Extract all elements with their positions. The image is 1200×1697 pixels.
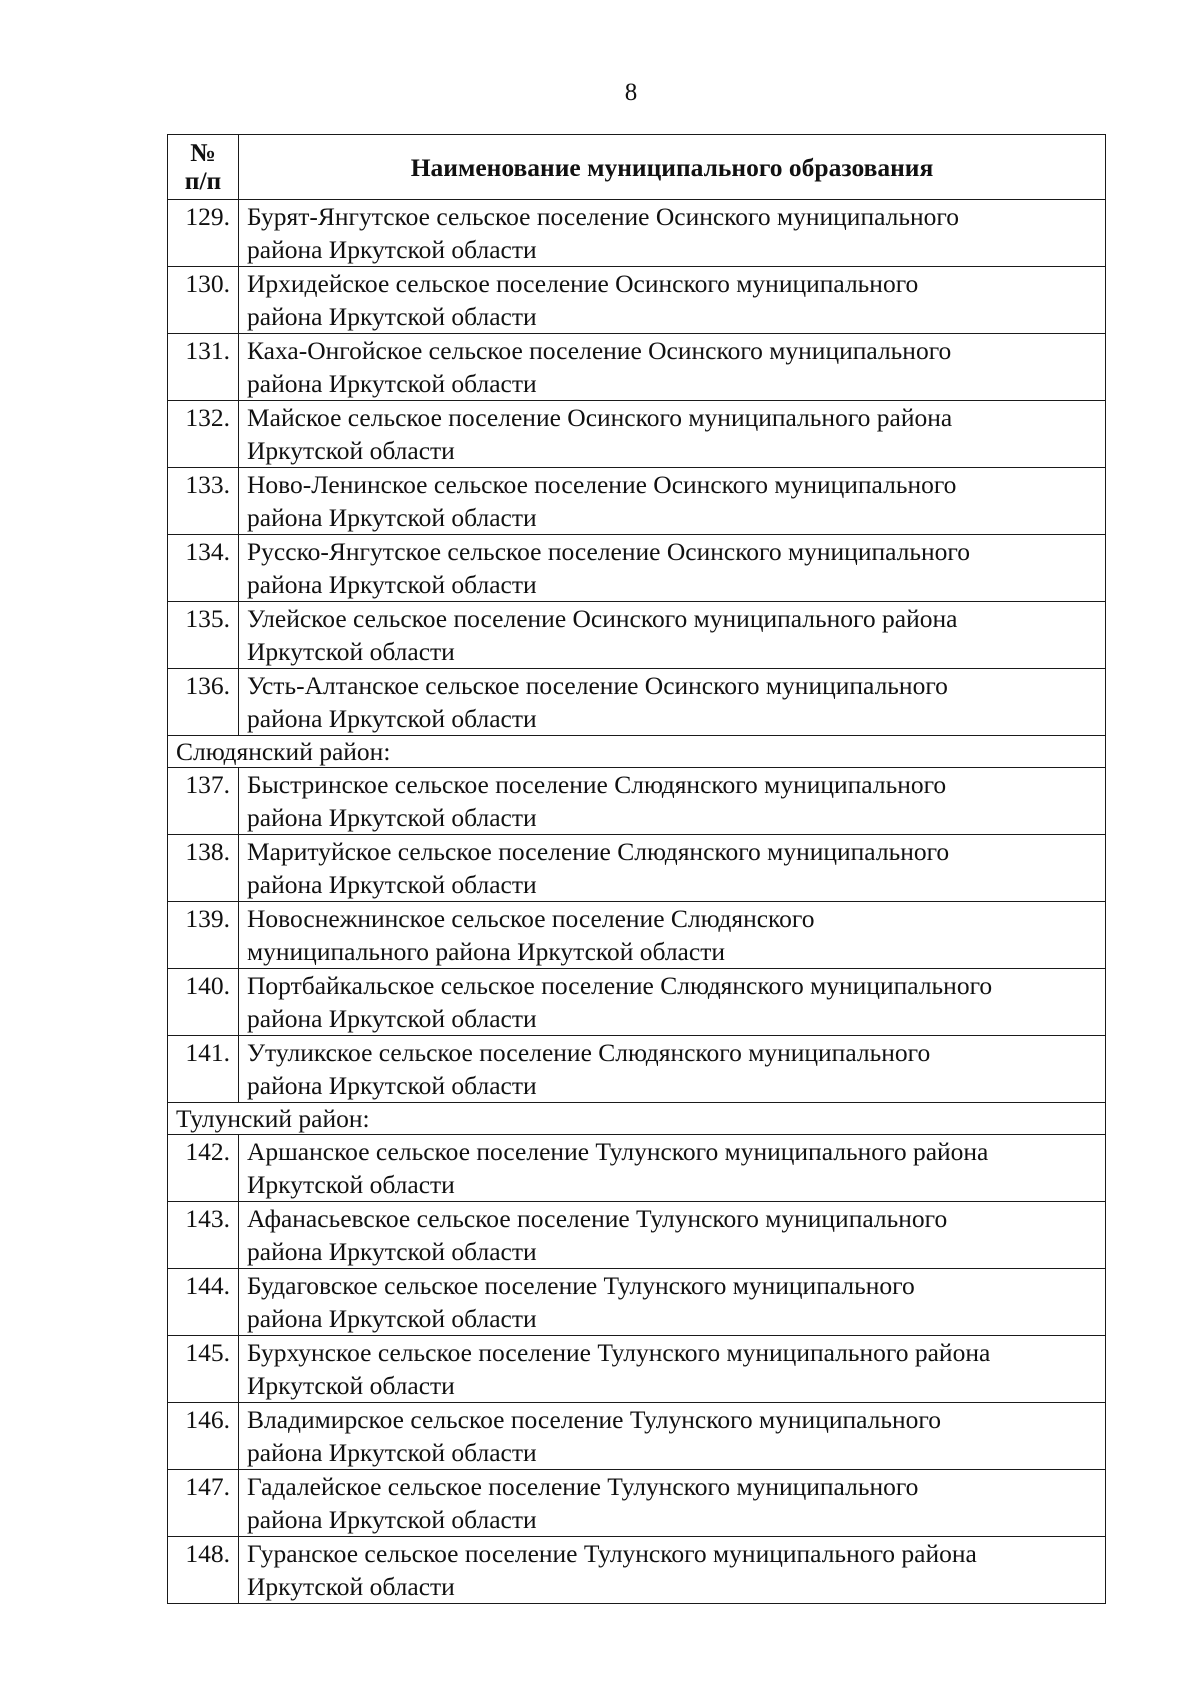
municipality-name-line-1: Гуранское сельское поселение Тулунского муниципального района (247, 1539, 977, 1568)
table-row (168, 1537, 1106, 1604)
municipality-name-line-1: Ново-Ленинское сельское поселение Осинского муниципального (247, 470, 957, 499)
municipality-name-line-2: района Иркутской области (247, 870, 537, 899)
municipality-name-line-2: района Иркутской области (247, 1004, 537, 1033)
municipality-name (239, 1202, 1106, 1269)
municipality-name-line-1: Русско-Янгутское сельское поселение Осинского муниципального (247, 537, 970, 566)
municipality-name-line-1: Аршанское сельское поселение Тулунского муниципального района (247, 1137, 989, 1166)
municipality-name-line-1: Афанасьевское сельское поселение Тулунского муниципального (247, 1204, 948, 1233)
municipality-name-line-2: района Иркутской области (247, 1438, 537, 1467)
municipality-name-line-2: района Иркутской области (247, 803, 537, 832)
municipality-table (167, 134, 1106, 1604)
row-number: 145. (168, 1336, 239, 1403)
row-number: 141. (168, 1036, 239, 1103)
table-row (168, 1470, 1106, 1537)
number-column-header (168, 135, 239, 200)
page-number: 8 (624, 79, 638, 106)
table-row (168, 969, 1106, 1036)
municipality-name (239, 1336, 1106, 1403)
municipality-name (239, 669, 1106, 736)
table-row (168, 669, 1106, 736)
municipality-name-line-1: Утуликское сельское поселение Слюдянского муниципального (247, 1038, 931, 1067)
district-section-row (168, 1103, 1106, 1135)
municipality-name-line-1: Усть-Алтанское сельское поселение Осинского муниципального (247, 671, 948, 700)
table-body (168, 200, 1106, 1604)
table-row (168, 835, 1106, 902)
municipality-name-line-1: Бурхунское сельское поселение Тулунского муниципального района (247, 1338, 991, 1367)
row-number: 148. (168, 1537, 239, 1604)
municipality-name-line-1: Каха-Онгойское сельское поселение Осинского муниципального (247, 336, 952, 365)
row-number: 139. (168, 902, 239, 969)
district-heading: Слюдянский район: (168, 736, 1106, 768)
table-row (168, 535, 1106, 602)
row-number: 136. (168, 669, 239, 736)
municipality-name-line-2: района Иркутской области (247, 302, 537, 331)
municipality-name-line-2: Иркутской области (247, 1371, 455, 1400)
municipality-name-line-2: района Иркутской области (247, 704, 537, 733)
municipality-name-line-1: Новоснежнинское сельское поселение Слюдянского (247, 904, 815, 933)
district-section-row (168, 736, 1106, 768)
row-number: 133. (168, 468, 239, 535)
municipality-name (239, 1269, 1106, 1336)
table-row (168, 602, 1106, 669)
municipality-name (239, 902, 1106, 969)
municipality-name-line-2: Иркутской области (247, 1170, 455, 1199)
municipality-name (239, 401, 1106, 468)
municipality-name (239, 1537, 1106, 1604)
row-number: 146. (168, 1403, 239, 1470)
municipality-name (239, 1036, 1106, 1103)
table-row (168, 1336, 1106, 1403)
municipality-name (239, 468, 1106, 535)
municipality-name-line-1: Улейское сельское поселение Осинского муниципального района (247, 604, 958, 633)
municipality-name-line-2: Иркутской области (247, 1572, 455, 1601)
table-header-row (168, 135, 1106, 200)
municipality-name-line-1: Владимирское сельское поселение Тулунского муниципального (247, 1405, 942, 1434)
municipality-name-line-2: района Иркутской области (247, 1505, 537, 1534)
municipality-name-line-2: Иркутской области (247, 637, 455, 666)
table-row (168, 468, 1106, 535)
municipality-name-line-2: района Иркутской области (247, 503, 537, 532)
municipality-name (239, 602, 1106, 669)
municipality-name (239, 835, 1106, 902)
municipality-name-line-1: Будаговское сельское поселение Тулунского муниципального (247, 1271, 915, 1300)
municipality-name-line-2: района Иркутской области (247, 235, 537, 264)
municipality-name-line-1: Ирхидейское сельское поселение Осинского муниципального (247, 269, 919, 298)
number-header-abbrev: п/п (184, 166, 222, 195)
number-header-symbol: № (190, 138, 216, 167)
table-row (168, 334, 1106, 401)
row-number: 135. (168, 602, 239, 669)
row-number: 134. (168, 535, 239, 602)
municipality-name-line-1: Маритуйское сельское поселение Слюдянского муниципального (247, 837, 950, 866)
table-row (168, 768, 1106, 835)
municipality-name (239, 267, 1106, 334)
row-number: 138. (168, 835, 239, 902)
municipality-name (239, 1403, 1106, 1470)
table-row (168, 200, 1106, 267)
table-row (168, 401, 1106, 468)
district-heading: Тулунский район: (168, 1103, 1106, 1135)
table-row (168, 267, 1106, 334)
row-number: 130. (168, 267, 239, 334)
row-number: 129. (168, 200, 239, 267)
municipality-name (239, 200, 1106, 267)
municipality-name-line-2: района Иркутской области (247, 1304, 537, 1333)
municipality-name (239, 768, 1106, 835)
table-row (168, 1036, 1106, 1103)
municipality-name (239, 535, 1106, 602)
municipality-name (239, 1135, 1106, 1202)
municipality-name-line-2: района Иркутской области (247, 570, 537, 599)
table-row (168, 902, 1106, 969)
municipality-name-line-1: Бурят-Янгутское сельское поселение Осинского муниципального (247, 202, 959, 231)
municipality-name-line-2: Иркутской области (247, 436, 455, 465)
row-number: 147. (168, 1470, 239, 1537)
municipality-name-line-2: района Иркутской области (247, 369, 537, 398)
name-column-header: Наименование муниципального образования (239, 135, 1106, 200)
municipality-name (239, 334, 1106, 401)
table-row (168, 1202, 1106, 1269)
table-row (168, 1403, 1106, 1470)
municipality-name-line-2: муниципального района Иркутской области (247, 937, 725, 966)
municipality-name-line-2: района Иркутской области (247, 1071, 537, 1100)
municipality-name-line-1: Гадалейское сельское поселение Тулунского муниципального (247, 1472, 919, 1501)
row-number: 142. (168, 1135, 239, 1202)
municipality-name-line-1: Портбайкальское сельское поселение Слюдянского муниципального (247, 971, 993, 1000)
row-number: 132. (168, 401, 239, 468)
municipality-name-line-2: района Иркутской области (247, 1237, 537, 1266)
municipality-name (239, 969, 1106, 1036)
row-number: 137. (168, 768, 239, 835)
municipality-name (239, 1470, 1106, 1537)
municipality-name-line-1: Быстринское сельское поселение Слюдянского муниципального (247, 770, 947, 799)
table-row (168, 1135, 1106, 1202)
municipality-name-line-1: Майское сельское поселение Осинского муниципального района (247, 403, 953, 432)
row-number: 140. (168, 969, 239, 1036)
row-number: 144. (168, 1269, 239, 1336)
row-number: 143. (168, 1202, 239, 1269)
row-number: 131. (168, 334, 239, 401)
table-row (168, 1269, 1106, 1336)
